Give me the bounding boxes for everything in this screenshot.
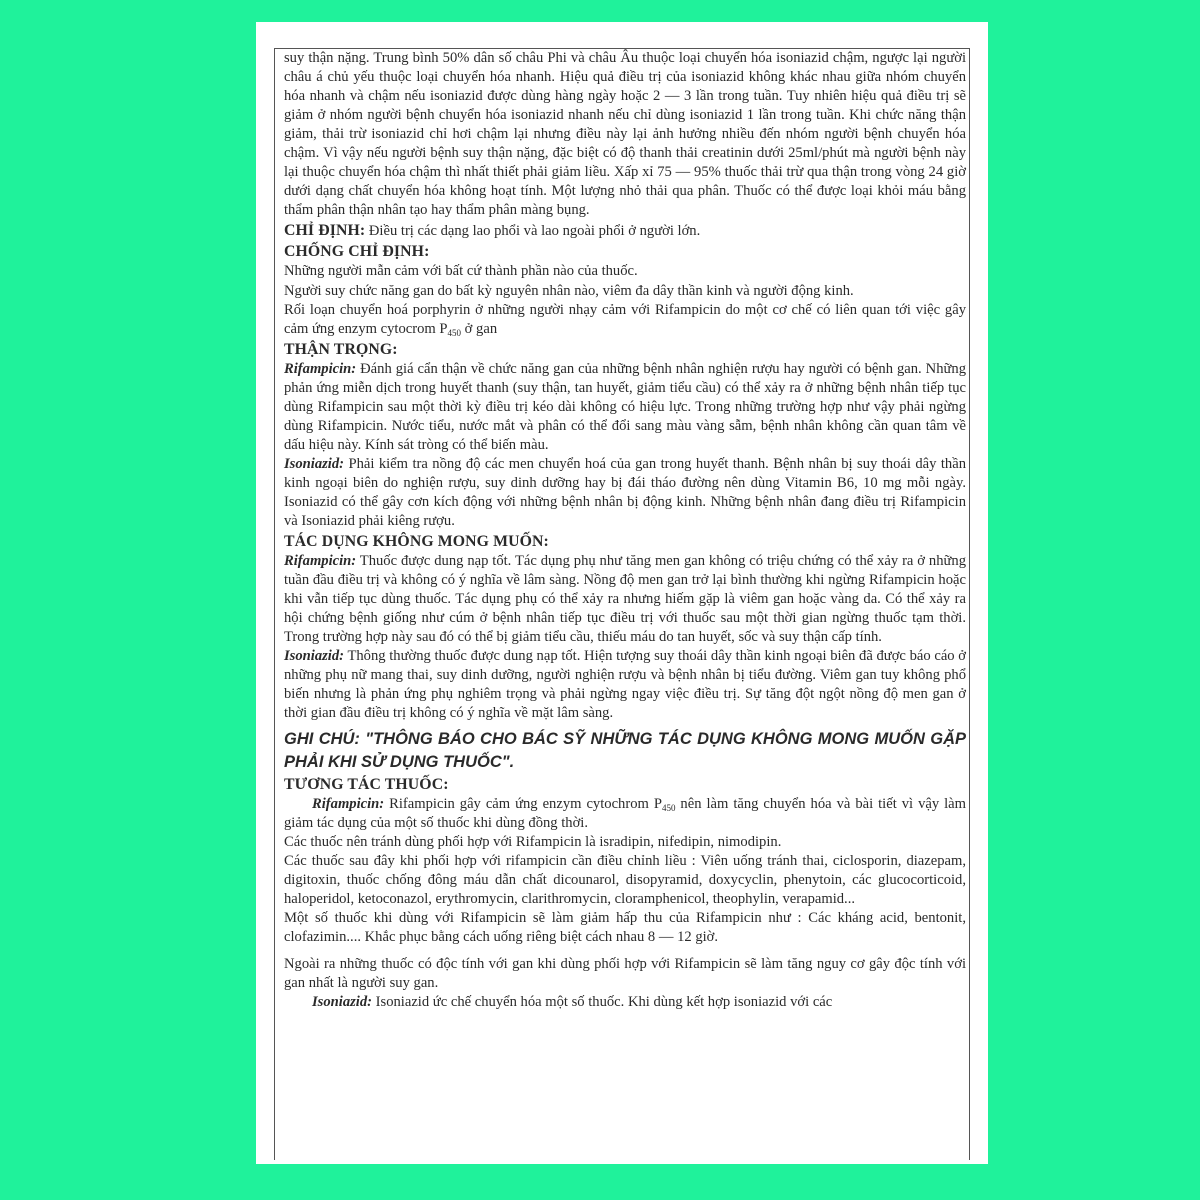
contraindication-item: Người suy chức năng gan do bất kỳ nguyên nhân nào, viêm đa dây thần kinh và người động kinh. [284, 282, 854, 299]
precautions-rifampicin: Rifampicin: Đánh giá cẩn thận về chức năng gan của những bệnh nhân nghiện rượu hay người có bệnh gan. Những phản ứng miễn dịch trong huyết thanh (suy thận, tan huyết, giảm tiểu cầu) có thể xảy ra ở những bệnh nhân tiếp tục dùng Rifampicin sau một thời kỳ điều trị kéo dài không có hiệu lực. Trong những trường hợp như vậy phải ngừng dùng Rifampicin. Nước tiểu, nước mắt và phân có thể đổi sang màu vàng sẫm, bệnh nhân không cần quan tâm về dấu hiệu này. Kính sát tròng có thể biến màu. [284, 360, 966, 453]
drug-label: Rifampicin: [284, 360, 357, 377]
drug-label: Isoniazid: [284, 648, 345, 665]
drug-label: Rifampicin: [312, 795, 385, 812]
drug-label: Rifampicin: [284, 553, 357, 570]
indications-heading: CHỈ ĐỊNH: [284, 222, 366, 240]
interactions-rifampicin: Rifampicin: Rifampicin gây cảm ứng enzym cytochrom $P_{450}$ nên làm tăng chuyển hóa và bài tiết vì vậy làm giảm tác dụng của một số thuốc khi dùng đồng thời. [284, 795, 966, 831]
subscript: 450 [661, 802, 676, 813]
interactions-avoid: Các thuốc nên tránh dùng phối hợp với Rifampicin là isradipin, nifedipin, nimodipin. [284, 833, 782, 850]
interactions-toxicity: Ngoài ra những thuốc có độc tính với gan khi dùng phối hợp với Rifampicin sẽ làm tăng nguy cơ gây độc tính với gan nhất là người suy gan. [284, 955, 966, 991]
side-effects-heading: TÁC DỤNG KHÔNG MONG MUỐN: [284, 533, 549, 551]
contraindications-heading: CHỐNG CHỈ ĐỊNH: [284, 243, 430, 261]
precautions-isoniazid: Isoniazid: Phải kiểm tra nồng độ các men chuyển hoá của gan trong huyết thanh. Bệnh nhân bị suy thoái dây thần kinh ngoại biên do nghiện rượu, suy dinh dưỡng hay bị đái tháo đường nên dùng Vitamin B6, 10 mg mỗi ngày. Isoniazid có thể gây cơn kích động với những bệnh nhân bị động kinh. Những bệnh nhân đang điều trị Rifampicin và Isoniazid phải kiêng rượu. [284, 455, 966, 530]
document-page [256, 22, 988, 1164]
indications-text: Điều trị các dạng lao phổi và lao ngoài phổi ở người lớn. [365, 223, 701, 240]
leaflet-text [284, 49, 966, 1012]
interactions-isoniazid: Isoniazid: Isoniazid ức chế chuyển hóa một số thuốc. Khi dùng kết hợp isoniazid với các [312, 993, 833, 1010]
interactions-absorption: Một số thuốc khi dùng với Rifampicin sẽ làm giảm hấp thu của Rifampicin như : Các kháng acid, bentonit, clofazimin.... Khắc phục bằng cách uống riêng biệt cách nhau 8 — 12 giờ. [284, 909, 966, 945]
interactions-adjust: Các thuốc sau đây khi phối hợp với rifampicin cần điều chỉnh liều : Viên uống tránh thai, ciclosporin, diazepam, digitoxin, thuốc chống đông máu dẫn chất dicounarol, disopyramid, doxycyclin, phenytoin, các glucocorticoid, haloperidol, ketoconazol, erythromycin, clarithromycin, cloramphenicol, theophylin, verapamid... [284, 852, 966, 907]
subscript: 450 [447, 327, 462, 338]
interactions-heading: TƯƠNG TÁC THUỐC: [284, 775, 449, 793]
side-effects-rifampicin: Rifampicin: Thuốc được dung nạp tốt. Tác dụng phụ như tăng men gan không có triệu chứng có thể xảy ra ở những tuần đầu điều trị và không có ý nghĩa về lâm sàng. Nồng độ men gan trở lại bình thường khi ngừng Rifampicin hoặc khi vẫn tiếp tục dùng thuốc. Tác dụng phụ có thể xảy ra nhưng hiếm gặp là viêm gan hoặc vàng da. Có thể xảy ra hội chứng bệnh giống như cúm ở bệnh nhân tiếp tục điều trị với thuốc sau một thời gian ngừng thuốc tạm thời. Trong trường hợp này sau đó có thể bị giảm tiểu cầu, thiếu máu do tan huyết, sốc và suy thận cấp tính. [284, 553, 966, 646]
intro-paragraph: suy thận nặng. Trung bình 50% dân số châu Phi và châu Âu thuộc loại chuyển hóa isoniazid chậm, ngược lại người châu á chủ yếu thuộc loại chuyển hóa nhanh. Hiệu quả điều trị của isoniazid không khác nhau giữa nhóm chuyển hóa nhanh và chậm nếu isoniazid được dùng hàng ngày hoặc 2 — 3 lần trong tuần. Tuy nhiên hiệu quả điều trị sẽ giảm ở nhóm người bệnh chuyển hóa isoniazid nhanh nếu chỉ dùng isoniazid 1 lần trong tuần. Khi chức năng thận giảm, thải trừ isoniazid chỉ hơi chậm lại nhưng điều này lại ảnh hưởng nhiều đến nhóm người bệnh chuyển hóa chậm. Vì vậy nếu người bệnh suy thận nặng, đặc biệt có độ thanh thải creatinin dưới 25ml/phút mà người bệnh này lại thuộc chuyển hóa chậm thì nhất thiết phải giảm liều. Xấp xỉ 75 — 95% thuốc thải trừ qua thận trong vòng 24 giờ dưới dạng chất chuyển hóa không hoạt tính. Một lượng nhỏ thải qua phân. Thuốc có thể được loại khỏi máu bằng thẩm phân thận nhân tạo hay thẩm phân màng bụng. [284, 50, 966, 219]
drug-label: Isoniazid: [312, 993, 373, 1010]
contraindication-item: Rối loạn chuyển hoá porphyrin ở những người nhạy cảm với Rifampicin do một cơ chế có liên quan tới việc gây cảm ứng enzym cytocrom $P_{450}$ ở gan [284, 301, 966, 338]
precautions-heading: THẬN TRỌNG: [284, 340, 398, 358]
doctor-notice: GHI CHÚ: "THÔNG BÁO CHO BÁC SỸ NHỮNG TÁC DỤNG KHÔNG MONG MUỐN GẶP PHẢI KHI SỬ DỤNG THUỐC". [284, 729, 966, 771]
contraindication-item: Những người mẫn cảm với bất cứ thành phần nào của thuốc. [284, 263, 638, 280]
indications-line [284, 220, 966, 241]
side-effects-isoniazid: Isoniazid: Thông thường thuốc được dung nạp tốt. Hiện tượng suy thoái dây thần kinh ngoại biên đã được báo cáo ở những phụ nữ mang thai, suy dinh dưỡng, người nghiện rượu và bệnh nhân bị tiểu đường. Viêm gan tuy không phổ biến nhưng là phản ứng phụ nghiêm trọng và phải ngừng ngay việc điều trị. Sự tăng đột ngột nồng độ men gan ở thời gian đầu điều trị không có ý nghĩa về mặt lâm sàng. [284, 648, 966, 722]
drug-label: Isoniazid: [284, 455, 345, 472]
